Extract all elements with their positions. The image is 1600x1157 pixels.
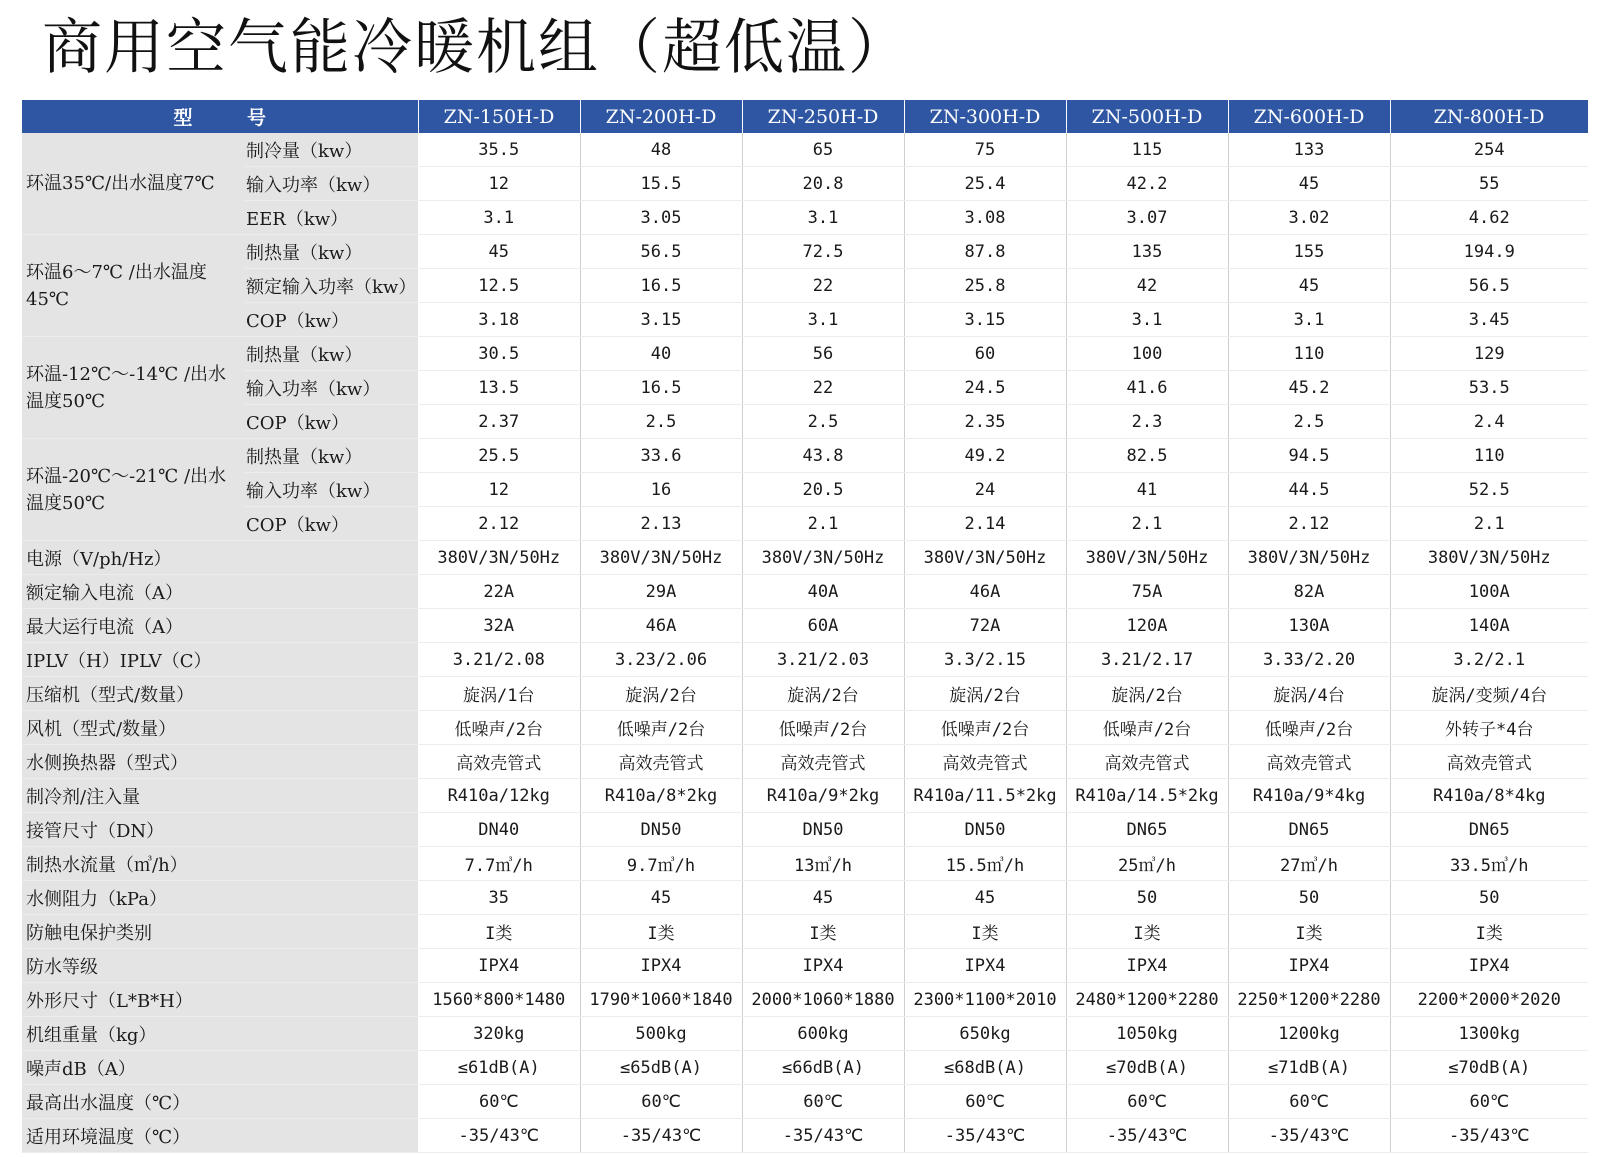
value-cell: 旋涡/变频/4台 xyxy=(1390,677,1588,711)
spec-table xyxy=(22,100,1589,1153)
condition-group-label: 环温35℃/出水温度7℃ xyxy=(22,133,244,235)
model-name: ZN-150H-D xyxy=(418,100,580,133)
value-cell: 49.2 xyxy=(904,439,1066,473)
value-cell: 35.5 xyxy=(418,133,580,167)
value-cell: 50 xyxy=(1390,881,1588,915)
value-cell: 27㎥/h xyxy=(1228,847,1390,881)
value-cell: 24 xyxy=(904,473,1066,507)
value-cell: 45 xyxy=(1228,167,1390,201)
value-cell: 2.3 xyxy=(1066,405,1228,439)
value-cell: 53.5 xyxy=(1390,371,1588,405)
spec-label: 适用环境温度（℃） xyxy=(22,1119,418,1153)
value-cell: ≤71dB(A) xyxy=(1228,1051,1390,1085)
value-cell: 16.5 xyxy=(580,371,742,405)
model-name: ZN-800H-D xyxy=(1390,100,1588,133)
value-cell: 45 xyxy=(904,881,1066,915)
value-cell: 600kg xyxy=(742,1017,904,1051)
value-cell: 3.3/2.15 xyxy=(904,643,1066,677)
value-cell: 3.33/2.20 xyxy=(1228,643,1390,677)
spec-label: 最高出水温度（℃） xyxy=(22,1085,418,1119)
spec-label: 电源（V/ph/Hz） xyxy=(22,541,418,575)
table-row xyxy=(22,983,1588,1017)
value-cell: 22 xyxy=(742,371,904,405)
value-cell: ≤68dB(A) xyxy=(904,1051,1066,1085)
value-cell: 16.5 xyxy=(580,269,742,303)
value-cell: 380V/3N/50Hz xyxy=(1228,541,1390,575)
value-cell: 120A xyxy=(1066,609,1228,643)
parameter-label: 输入功率（kw） xyxy=(244,473,418,507)
value-cell: 46A xyxy=(580,609,742,643)
value-cell: DN50 xyxy=(904,813,1066,847)
value-cell: 3.05 xyxy=(580,201,742,235)
value-cell: 55 xyxy=(1390,167,1588,201)
value-cell: 低噪声/2台 xyxy=(742,711,904,745)
value-cell: 45 xyxy=(418,235,580,269)
table-row xyxy=(22,337,1588,371)
model-name: ZN-600H-D xyxy=(1228,100,1390,133)
table-row xyxy=(22,847,1588,881)
parameter-label: 输入功率（kw） xyxy=(244,371,418,405)
value-cell: 2.35 xyxy=(904,405,1066,439)
table-row xyxy=(22,711,1588,745)
value-cell: 高效壳管式 xyxy=(1228,745,1390,779)
value-cell: R410a/9*2kg xyxy=(742,779,904,813)
value-cell: 45.2 xyxy=(1228,371,1390,405)
value-cell: 2480*1200*2280 xyxy=(1066,983,1228,1017)
parameter-label: COP（kw） xyxy=(244,507,418,541)
value-cell: DN40 xyxy=(418,813,580,847)
value-cell: -35/43℃ xyxy=(418,1119,580,1153)
condition-group-label: 环温-20℃～-21℃ /出水温度50℃ xyxy=(22,439,244,541)
value-cell: 1560*800*1480 xyxy=(418,983,580,1017)
value-cell: 100A xyxy=(1390,575,1588,609)
condition-group-label: 环温6～7℃ /出水温度45℃ xyxy=(22,235,244,337)
value-cell: 60℃ xyxy=(1066,1085,1228,1119)
value-cell: I类 xyxy=(742,915,904,949)
model-name: ZN-200H-D xyxy=(580,100,742,133)
spec-label: 最大运行电流（A） xyxy=(22,609,418,643)
parameter-label: 制热量（kw） xyxy=(244,337,418,371)
value-cell: 12 xyxy=(418,167,580,201)
value-cell: 旋涡/2台 xyxy=(742,677,904,711)
value-cell: 旋涡/2台 xyxy=(904,677,1066,711)
table-row xyxy=(22,1085,1588,1119)
value-cell: 48 xyxy=(580,133,742,167)
value-cell: 低噪声/2台 xyxy=(1066,711,1228,745)
value-cell: 2250*1200*2280 xyxy=(1228,983,1390,1017)
value-cell: 135 xyxy=(1066,235,1228,269)
spec-label: 压缩机（型式/数量） xyxy=(22,677,418,711)
value-cell: 22A xyxy=(418,575,580,609)
value-cell: 16 xyxy=(580,473,742,507)
value-cell: 3.1 xyxy=(742,201,904,235)
value-cell: 42.2 xyxy=(1066,167,1228,201)
value-cell: 外转子*4台 xyxy=(1390,711,1588,745)
value-cell: 3.23/2.06 xyxy=(580,643,742,677)
value-cell: 60℃ xyxy=(1390,1085,1588,1119)
value-cell: 56.5 xyxy=(1390,269,1588,303)
value-cell: 12 xyxy=(418,473,580,507)
value-cell: ≤70dB(A) xyxy=(1390,1051,1588,1085)
value-cell: -35/43℃ xyxy=(742,1119,904,1153)
value-cell: 3.15 xyxy=(580,303,742,337)
value-cell: 254 xyxy=(1390,133,1588,167)
value-cell: 60℃ xyxy=(742,1085,904,1119)
value-cell: 3.1 xyxy=(1066,303,1228,337)
parameter-label: 制冷量（kw） xyxy=(244,133,418,167)
value-cell: 24.5 xyxy=(904,371,1066,405)
value-cell: 25.5 xyxy=(418,439,580,473)
table-row xyxy=(22,881,1588,915)
value-cell: 380V/3N/50Hz xyxy=(904,541,1066,575)
table-row xyxy=(22,1017,1588,1051)
value-cell: 低噪声/2台 xyxy=(418,711,580,745)
value-cell: ≤65dB(A) xyxy=(580,1051,742,1085)
value-cell: 22 xyxy=(742,269,904,303)
value-cell: 2.5 xyxy=(580,405,742,439)
value-cell: 2.1 xyxy=(1066,507,1228,541)
table-row xyxy=(22,609,1588,643)
value-cell: 50 xyxy=(1228,881,1390,915)
spec-label: 防水等级 xyxy=(22,949,418,983)
value-cell: 380V/3N/50Hz xyxy=(418,541,580,575)
spec-label: IPLV（H）IPLV（C） xyxy=(22,643,418,677)
value-cell: R410a/14.5*2kg xyxy=(1066,779,1228,813)
value-cell: 87.8 xyxy=(904,235,1066,269)
value-cell: 1790*1060*1840 xyxy=(580,983,742,1017)
value-cell: I类 xyxy=(1228,915,1390,949)
value-cell: 40A xyxy=(742,575,904,609)
value-cell: 3.21/2.03 xyxy=(742,643,904,677)
value-cell: 15.5 xyxy=(580,167,742,201)
value-cell: 60℃ xyxy=(580,1085,742,1119)
value-cell: 115 xyxy=(1066,133,1228,167)
value-cell: I类 xyxy=(1066,915,1228,949)
value-cell: 3.07 xyxy=(1066,201,1228,235)
value-cell: 3.1 xyxy=(742,303,904,337)
value-cell: 旋涡/2台 xyxy=(1066,677,1228,711)
value-cell: 2.1 xyxy=(742,507,904,541)
value-cell: -35/43℃ xyxy=(904,1119,1066,1153)
value-cell: 3.21/2.17 xyxy=(1066,643,1228,677)
table-row xyxy=(22,507,1588,541)
value-cell: 41 xyxy=(1066,473,1228,507)
value-cell: 15.5㎥/h xyxy=(904,847,1066,881)
value-cell: DN50 xyxy=(742,813,904,847)
value-cell: I类 xyxy=(418,915,580,949)
value-cell: 60℃ xyxy=(418,1085,580,1119)
value-cell: IPX4 xyxy=(1390,949,1588,983)
table-row xyxy=(22,949,1588,983)
value-cell: R410a/11.5*2kg xyxy=(904,779,1066,813)
value-cell: 3.18 xyxy=(418,303,580,337)
value-cell: 1050kg xyxy=(1066,1017,1228,1051)
table-row xyxy=(22,303,1588,337)
value-cell: 3.45 xyxy=(1390,303,1588,337)
value-cell: 旋涡/2台 xyxy=(580,677,742,711)
model-name: ZN-250H-D xyxy=(742,100,904,133)
value-cell: 3.08 xyxy=(904,201,1066,235)
model-name: ZN-500H-D xyxy=(1066,100,1228,133)
value-cell: 72.5 xyxy=(742,235,904,269)
value-cell: ≤61dB(A) xyxy=(418,1051,580,1085)
value-cell: 380V/3N/50Hz xyxy=(742,541,904,575)
table-row xyxy=(22,167,1588,201)
value-cell: 45 xyxy=(742,881,904,915)
value-cell: ≤66dB(A) xyxy=(742,1051,904,1085)
value-cell: 3.21/2.08 xyxy=(418,643,580,677)
value-cell: 75A xyxy=(1066,575,1228,609)
value-cell: 25.4 xyxy=(904,167,1066,201)
value-cell: 320kg xyxy=(418,1017,580,1051)
model-name: ZN-300H-D xyxy=(904,100,1066,133)
value-cell: 低噪声/2台 xyxy=(904,711,1066,745)
value-cell: I类 xyxy=(1390,915,1588,949)
value-cell: 45 xyxy=(1228,269,1390,303)
table-row xyxy=(22,1119,1588,1153)
value-cell: 500kg xyxy=(580,1017,742,1051)
parameter-label: COP（kw） xyxy=(244,303,418,337)
value-cell: 7.7㎥/h xyxy=(418,847,580,881)
value-cell: R410a/8*4kg xyxy=(1390,779,1588,813)
condition-group-label: 环温-12℃～-14℃ /出水温度50℃ xyxy=(22,337,244,439)
value-cell: 2.1 xyxy=(1390,507,1588,541)
value-cell: 2.4 xyxy=(1390,405,1588,439)
value-cell: 35 xyxy=(418,881,580,915)
value-cell: 2.5 xyxy=(1228,405,1390,439)
value-cell: 低噪声/2台 xyxy=(1228,711,1390,745)
value-cell: 高效壳管式 xyxy=(1390,745,1588,779)
value-cell: 旋涡/1台 xyxy=(418,677,580,711)
value-cell: 56.5 xyxy=(580,235,742,269)
value-cell: 3.1 xyxy=(1228,303,1390,337)
table-row xyxy=(22,677,1588,711)
value-cell: ≤70dB(A) xyxy=(1066,1051,1228,1085)
value-cell: 40 xyxy=(580,337,742,371)
value-cell: 2.12 xyxy=(418,507,580,541)
value-cell: DN65 xyxy=(1390,813,1588,847)
value-cell: 25㎥/h xyxy=(1066,847,1228,881)
parameter-label: COP（kw） xyxy=(244,405,418,439)
value-cell: 2.37 xyxy=(418,405,580,439)
value-cell: 41.6 xyxy=(1066,371,1228,405)
value-cell: 2200*2000*2020 xyxy=(1390,983,1588,1017)
parameter-label: 制热量（kw） xyxy=(244,439,418,473)
value-cell: 56 xyxy=(742,337,904,371)
value-cell: IPX4 xyxy=(742,949,904,983)
table-row xyxy=(22,269,1588,303)
value-cell: 20.8 xyxy=(742,167,904,201)
value-cell: 140A xyxy=(1390,609,1588,643)
spec-label: 制冷剂/注入量 xyxy=(22,779,418,813)
table-row xyxy=(22,779,1588,813)
value-cell: IPX4 xyxy=(904,949,1066,983)
spec-label: 额定输入电流（A） xyxy=(22,575,418,609)
parameter-label: 输入功率（kw） xyxy=(244,167,418,201)
value-cell: 3.2/2.1 xyxy=(1390,643,1588,677)
table-row xyxy=(22,575,1588,609)
value-cell: 低噪声/2台 xyxy=(580,711,742,745)
value-cell: 高效壳管式 xyxy=(904,745,1066,779)
value-cell: 82.5 xyxy=(1066,439,1228,473)
value-cell: 30.5 xyxy=(418,337,580,371)
spec-label: 制热水流量（㎥/h） xyxy=(22,847,418,881)
value-cell: R410a/9*4kg xyxy=(1228,779,1390,813)
table-row xyxy=(22,201,1588,235)
page-title: 商用空气能冷暖机组（超低温） xyxy=(42,13,910,83)
parameter-label: 制热量（kw） xyxy=(244,235,418,269)
header-row xyxy=(22,100,1588,133)
spec-body xyxy=(22,133,1588,1153)
value-cell: 110 xyxy=(1228,337,1390,371)
value-cell: 2300*1100*2010 xyxy=(904,983,1066,1017)
value-cell: 380V/3N/50Hz xyxy=(1390,541,1588,575)
value-cell: 44.5 xyxy=(1228,473,1390,507)
value-cell: 50 xyxy=(1066,881,1228,915)
spec-label: 机组重量（kg） xyxy=(22,1017,418,1051)
value-cell: 2.13 xyxy=(580,507,742,541)
table-row xyxy=(22,813,1588,847)
value-cell: 33.5㎥/h xyxy=(1390,847,1588,881)
value-cell: 60A xyxy=(742,609,904,643)
value-cell: 43.8 xyxy=(742,439,904,473)
value-cell: -35/43℃ xyxy=(1066,1119,1228,1153)
table-row xyxy=(22,643,1588,677)
value-cell: 60 xyxy=(904,337,1066,371)
value-cell: 380V/3N/50Hz xyxy=(580,541,742,575)
spec-label: 噪声dB（A） xyxy=(22,1051,418,1085)
value-cell: R410a/8*2kg xyxy=(580,779,742,813)
value-cell: 94.5 xyxy=(1228,439,1390,473)
value-cell: 13.5 xyxy=(418,371,580,405)
value-cell: I类 xyxy=(580,915,742,949)
value-cell: 高效壳管式 xyxy=(742,745,904,779)
value-cell: 33.6 xyxy=(580,439,742,473)
spec-label: 外形尺寸（L*B*H） xyxy=(22,983,418,1017)
value-cell: 133 xyxy=(1228,133,1390,167)
value-cell: 9.7㎥/h xyxy=(580,847,742,881)
spec-label: 水侧阻力（kPa） xyxy=(22,881,418,915)
value-cell: 2.14 xyxy=(904,507,1066,541)
value-cell: 13㎥/h xyxy=(742,847,904,881)
table-row xyxy=(22,405,1588,439)
value-cell: 155 xyxy=(1228,235,1390,269)
value-cell: IPX4 xyxy=(418,949,580,983)
value-cell: 32A xyxy=(418,609,580,643)
value-cell: 46A xyxy=(904,575,1066,609)
table-row xyxy=(22,745,1588,779)
spec-label: 接管尺寸（DN） xyxy=(22,813,418,847)
value-cell: 650kg xyxy=(904,1017,1066,1051)
parameter-label: EER（kw） xyxy=(244,201,418,235)
value-cell: 25.8 xyxy=(904,269,1066,303)
value-cell: 75 xyxy=(904,133,1066,167)
parameter-label: 额定输入功率（kw） xyxy=(244,269,418,303)
table-row xyxy=(22,439,1588,473)
value-cell: 380V/3N/50Hz xyxy=(1066,541,1228,575)
value-cell: DN65 xyxy=(1066,813,1228,847)
table-row xyxy=(22,371,1588,405)
value-cell: 高效壳管式 xyxy=(418,745,580,779)
value-cell: -35/43℃ xyxy=(1228,1119,1390,1153)
value-cell: 3.15 xyxy=(904,303,1066,337)
value-cell: 2.5 xyxy=(742,405,904,439)
table-row xyxy=(22,915,1588,949)
table-row xyxy=(22,473,1588,507)
value-cell: 52.5 xyxy=(1390,473,1588,507)
value-cell: 100 xyxy=(1066,337,1228,371)
value-cell: IPX4 xyxy=(1066,949,1228,983)
value-cell: 旋涡/4台 xyxy=(1228,677,1390,711)
value-cell: 高效壳管式 xyxy=(1066,745,1228,779)
value-cell: 110 xyxy=(1390,439,1588,473)
value-cell: 82A xyxy=(1228,575,1390,609)
value-cell: 129 xyxy=(1390,337,1588,371)
value-cell: 1300kg xyxy=(1390,1017,1588,1051)
value-cell: 60℃ xyxy=(904,1085,1066,1119)
value-cell: 45 xyxy=(580,881,742,915)
value-cell: 12.5 xyxy=(418,269,580,303)
spec-label: 水侧换热器（型式） xyxy=(22,745,418,779)
value-cell: 2.12 xyxy=(1228,507,1390,541)
value-cell: 3.02 xyxy=(1228,201,1390,235)
value-cell: 42 xyxy=(1066,269,1228,303)
value-cell: 2000*1060*1880 xyxy=(742,983,904,1017)
value-cell: DN50 xyxy=(580,813,742,847)
value-cell: 72A xyxy=(904,609,1066,643)
spec-label: 防触电保护类别 xyxy=(22,915,418,949)
value-cell: 65 xyxy=(742,133,904,167)
value-cell: 194.9 xyxy=(1390,235,1588,269)
value-cell: IPX4 xyxy=(580,949,742,983)
spec-label: 风机（型式/数量） xyxy=(22,711,418,745)
value-cell: I类 xyxy=(904,915,1066,949)
table-row xyxy=(22,541,1588,575)
value-cell: 29A xyxy=(580,575,742,609)
value-cell: DN65 xyxy=(1228,813,1390,847)
value-cell: 130A xyxy=(1228,609,1390,643)
value-cell: 3.1 xyxy=(418,201,580,235)
value-cell: -35/43℃ xyxy=(580,1119,742,1153)
table-row xyxy=(22,133,1588,167)
value-cell: 4.62 xyxy=(1390,201,1588,235)
value-cell: IPX4 xyxy=(1228,949,1390,983)
value-cell: 60℃ xyxy=(1228,1085,1390,1119)
table-row xyxy=(22,1051,1588,1085)
table-row xyxy=(22,235,1588,269)
value-cell: R410a/12kg xyxy=(418,779,580,813)
value-cell: 1200kg xyxy=(1228,1017,1390,1051)
value-cell: 20.5 xyxy=(742,473,904,507)
model-header-label: 型 号 xyxy=(22,100,418,133)
value-cell: 高效壳管式 xyxy=(580,745,742,779)
value-cell: -35/43℃ xyxy=(1390,1119,1588,1153)
